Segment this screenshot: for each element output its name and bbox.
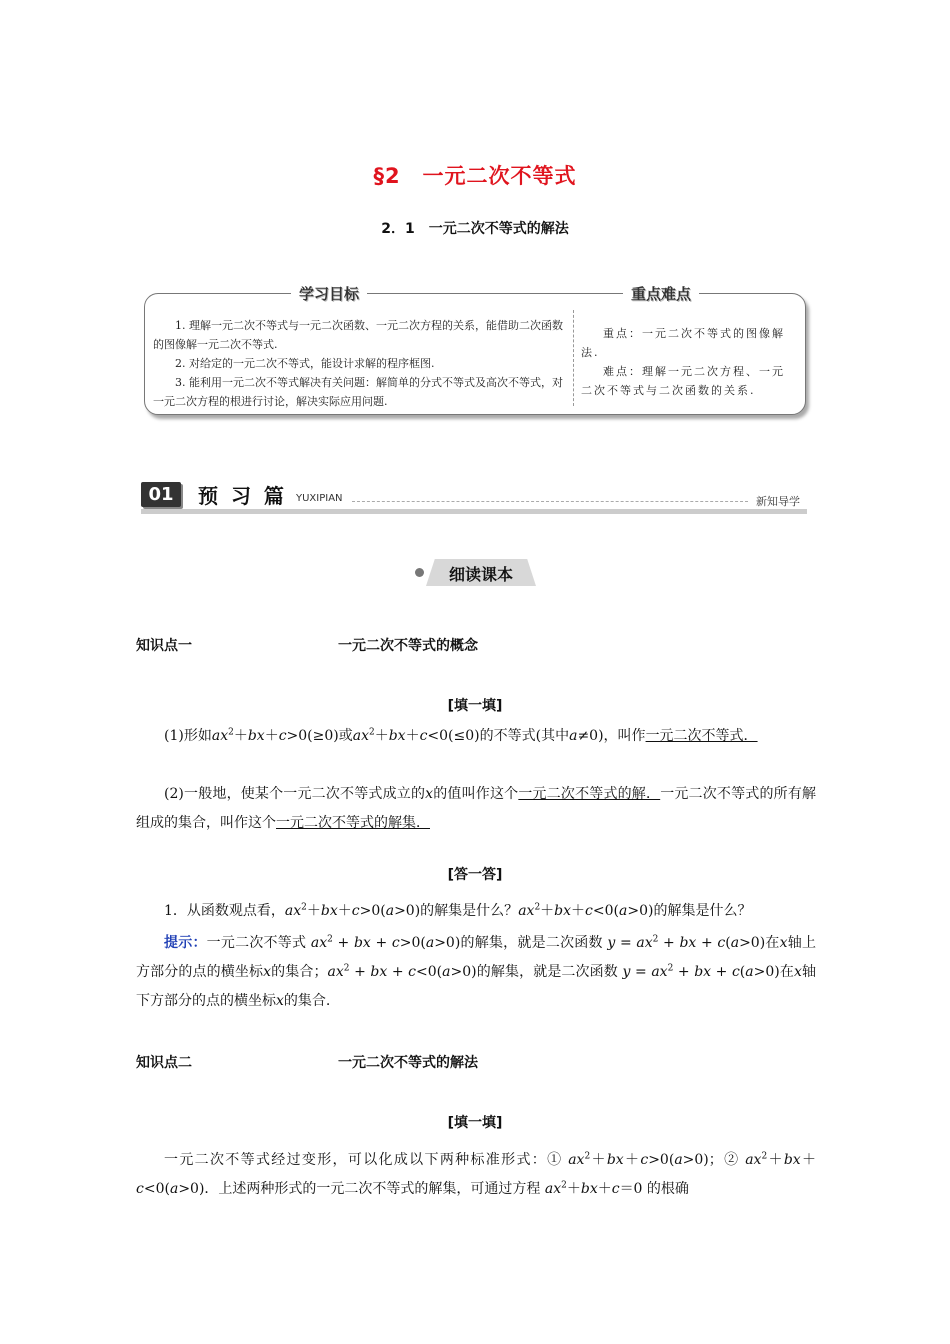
hint-label: 提示： [164,935,207,951]
section-subtitle: 2．1 一元二次不等式的解法 [381,221,569,237]
objective-item: 2. 对给定的一元二次不等式，能设计求解的程序框图. [175,357,435,370]
answer-heading: [答一答] [447,867,503,883]
banner-label: 预 习 篇 [198,484,287,508]
difficult-point: 难点：理解一元二次方程、一元二次不等式与二次函数的关系. [581,365,785,397]
objectives-heading: 学习目标 [291,283,367,304]
box-divider [573,310,574,406]
fill-heading-2: [填一填] [447,1115,503,1131]
hint-paragraph: 提示：一元二次不等式 $ax^2$ + bx + c>0(a>0)的解集，就是二次函数 $y = ax^2$ + bx + c(a>0)在x轴上方部分的点的横坐标x的集合；$ax^2$ + bx + c<0(a>0)的解集，就是二次函数 $y = ax^2$ + bx + c(a>0)在x轴下方部分的点的横坐标x的集合. [136,934,817,1009]
chapter-number-badge: 01 [141,482,181,507]
bullet-dot-icon [415,568,424,577]
solution-paragraph: (2)一般地，使某个一元二次不等式成立的x的值叫作这个一元二次不等式的解．一元二次不等式的所有解组成的集合，叫作这个一元二次不等式的解集． [136,786,817,831]
question-paragraph: 1．从函数观点看，$ax^2+bx+c>0(a>0)$的解集是什么？$ax^2+bx+c<0(a>0)$的解集是什么？ [164,902,752,919]
banner-dashed-line [352,501,748,502]
key-points [581,324,791,400]
knowledge-point-1-title: 一元二次不等式的概念 [338,638,478,654]
term-concept: 一元二次不等式． [645,728,758,744]
objective-item: 1. 理解一元二次不等式与一元二次函数、一元二次方程的关系，能借助二次函数的图像解一元二次不等式. [153,319,563,351]
standard-form-paragraph: 一元二次不等式经过变形，可以化成以下两种标准形式：① $ax^2+bx+c>0(a>0)$；② $ax^2+bx+c<0(a>0)$．上述两种形式的一元二次不等式的解集，可通过方程 $ax^2+bx+c=0$ 的根确 [136,1151,817,1197]
banner-english: YUXIPIAN [296,493,343,504]
banner-underline [141,509,807,514]
objective-item: 3. 能利用一元二次不等式解决有关问题：解简单的分式不等式及高次不等式，对一元二次方程的根进行讨论，解决实际应用问题. [153,376,563,408]
definition-paragraph: (1)形如$ax^2+bx+c>0(\ge 0)$或$ax^2+bx+c<0(\le 0)$的不等式(其中a≠0)，叫作一元二次不等式． [164,727,758,744]
fill-heading-1: [填一填] [447,698,503,714]
reading-tag: 细读课本 [448,565,513,584]
objectives-list [153,316,567,411]
term-solution: 一元二次不等式的解． [518,786,661,802]
knowledge-point-2-title: 一元二次不等式的解法 [338,1055,478,1071]
banner-right-label: 新知导学 [756,495,800,508]
key-points-heading: 重点难点 [623,283,699,304]
term-solution-set: 一元二次不等式的解集． [276,815,430,831]
page-title: §2 一元二次不等式 [373,164,577,188]
knowledge-point-2-label: 知识点二 [136,1055,192,1071]
key-point: 重点：一元二次不等式的图像解法. [581,327,785,359]
objectives-box [144,285,806,415]
knowledge-point-1-label: 知识点一 [136,638,192,654]
